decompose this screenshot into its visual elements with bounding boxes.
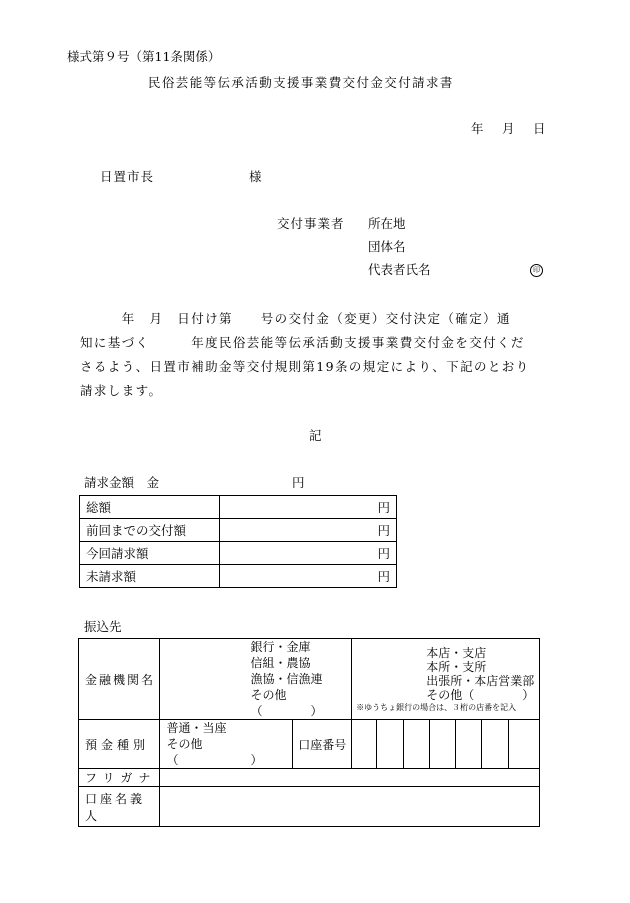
- amount-row-label: 未請求額: [80, 565, 220, 588]
- account-digit-cell[interactable]: [430, 720, 456, 769]
- seal-icon: 印: [530, 264, 543, 277]
- paragraph-line: 知に基づく 年度民俗芸能等伝承活動支援事業費交付金を交付くだ: [80, 335, 525, 350]
- branch-type-option: その他（ ）: [426, 687, 535, 702]
- applicant-group-label: 団体名: [368, 239, 406, 254]
- paragraph-line: 年 月 日付け第 号の交付金（変更）交付決定（確定）通: [80, 311, 511, 326]
- account-type-option: その他（ ）: [166, 737, 263, 767]
- paragraph-line: 請求します。: [80, 383, 163, 398]
- amount-row-value[interactable]: 円: [220, 519, 397, 542]
- holder-field[interactable]: [160, 787, 540, 827]
- bank-type-option: 漁協・信漁連: [250, 672, 323, 686]
- applicant-rep-label: 代表者氏名: [368, 262, 431, 277]
- addressee-name: 日置市長: [100, 169, 155, 184]
- account-digit-cell[interactable]: [482, 720, 509, 769]
- addressee-honorific: 様: [249, 169, 262, 184]
- account-type-cell[interactable]: [160, 720, 293, 769]
- bank-type-option: 銀行・金庫: [250, 640, 311, 654]
- amount-row-label: 前回までの交付額: [80, 519, 220, 542]
- applicant-address-label: 所在地: [368, 216, 406, 231]
- account-type-label: 預金種別: [79, 720, 160, 769]
- table-row: [79, 720, 540, 769]
- table-row: [79, 769, 540, 787]
- bank-type-cell[interactable]: [160, 639, 352, 720]
- amount-row-label: 総額: [80, 496, 220, 519]
- account-number-label: 口座番号: [293, 720, 352, 769]
- account-digit-cell[interactable]: [404, 720, 430, 769]
- amount-row-value[interactable]: 円: [220, 542, 397, 565]
- account-digit-cell[interactable]: [377, 720, 404, 769]
- date-line: 年 月 日: [471, 121, 549, 136]
- paragraph-line: さるよう、日置市補助金等交付規則第19条の規定により、下記のとおり: [80, 359, 530, 374]
- institution-label: 金融機関名: [79, 639, 160, 720]
- amount-table: [79, 495, 397, 588]
- amount-row-label: 今回請求額: [80, 542, 220, 565]
- branch-type-cell[interactable]: [352, 639, 540, 720]
- holder-label: 口座名義人: [79, 787, 160, 827]
- branch-type-option: 本店・支店: [426, 645, 487, 660]
- form-title: 民俗芸能等伝承活動支援事業費交付金交付請求書: [148, 75, 454, 90]
- table-row: [79, 787, 540, 827]
- bank-type-option: その他（ ）: [250, 688, 323, 718]
- amount-row-value[interactable]: 円: [220, 496, 397, 519]
- request-paragraph: [80, 313, 560, 409]
- account-type-option: 普通・当座: [166, 721, 227, 735]
- table-row: [80, 565, 397, 588]
- account-digit-cell[interactable]: [456, 720, 482, 769]
- account-digit-cell[interactable]: [509, 720, 540, 769]
- form-number: 様式第９号（第11条関係）: [67, 49, 221, 64]
- branch-type-option: 本所・支所: [426, 659, 487, 674]
- table-row: [79, 639, 540, 720]
- applicant-role-label: 交付事業者: [277, 216, 345, 231]
- request-amount-unit: 円: [292, 475, 305, 490]
- table-row: [80, 542, 397, 565]
- seal-mark: [530, 264, 543, 277]
- furigana-label: フリガナ: [79, 769, 160, 787]
- account-digit-cell[interactable]: [352, 720, 377, 769]
- transfer-heading: 振込先: [84, 619, 122, 634]
- request-amount-label: 請求金額 金: [84, 475, 160, 490]
- bank-type-option: 信組・農協: [250, 656, 311, 670]
- amount-row-value[interactable]: 円: [220, 565, 397, 588]
- yucho-note: ※ゆうちょ銀行の場合は、３桁の店番を記入: [356, 702, 517, 712]
- note-heading: 記: [309, 428, 322, 443]
- bank-table: [78, 638, 540, 827]
- branch-type-option: 出張所・本店営業部: [426, 673, 535, 688]
- table-row: [80, 496, 397, 519]
- furigana-field[interactable]: [160, 769, 540, 787]
- table-row: [80, 519, 397, 542]
